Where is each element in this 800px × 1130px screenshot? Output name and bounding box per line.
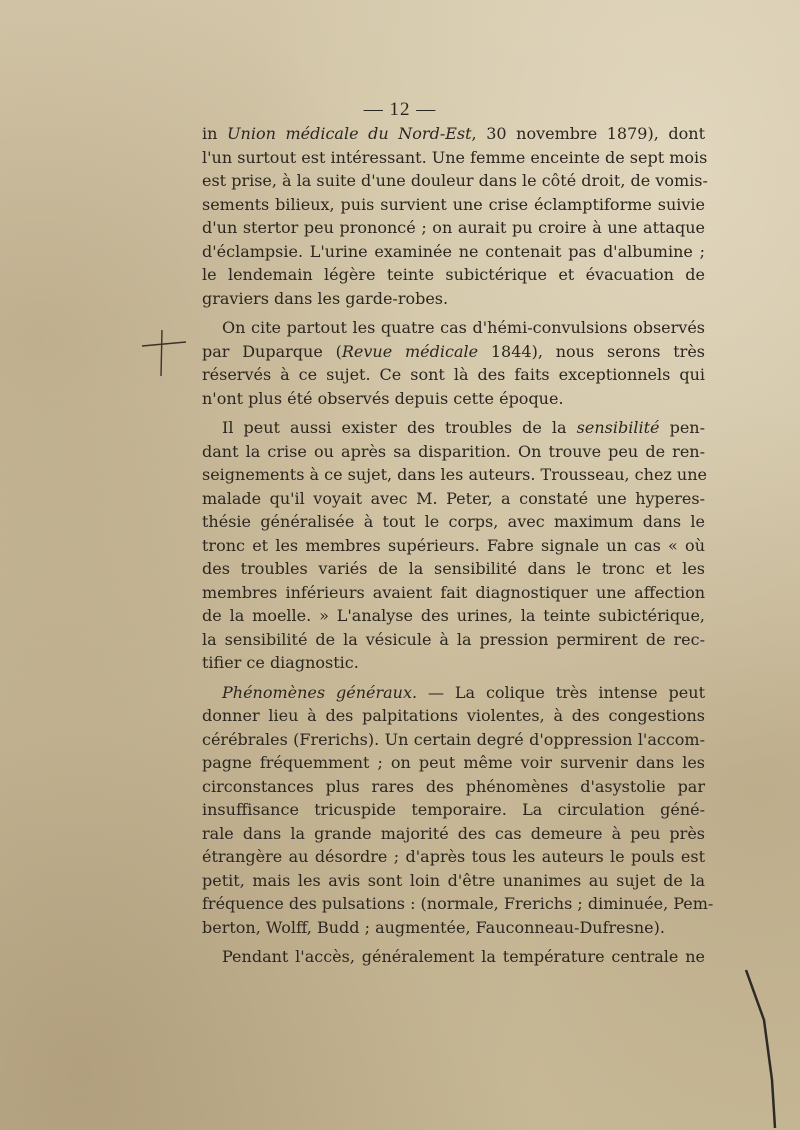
text-segment: l'un surtout est intéressant. Une femme enceinte de sept mois xyxy=(202,147,708,167)
page-edge-shadow xyxy=(742,960,782,1130)
text-segment: On cite partout les quatre cas d'hémi-convulsions observés xyxy=(222,318,705,337)
text-segment: insuffisance tricuspide temporaire. La circulation géné- xyxy=(202,800,705,819)
text-segment: par Duparque ( xyxy=(202,341,342,361)
text-line xyxy=(202,489,705,513)
text-line xyxy=(202,683,705,707)
text-segment: pagne fréquemment ; on peut même voir survenir dans les xyxy=(202,753,705,772)
text-segment: des troubles variés de la sensibilité dans le tronc et les xyxy=(202,559,705,578)
text-line xyxy=(202,265,705,289)
text-line xyxy=(202,583,705,607)
text-segment: thésie généralisée à tout le corps, avec maximum dans le xyxy=(202,512,705,531)
text-segment: berton, Wolff, Budd ; augmentée, Fauconneau-Dufresne). xyxy=(202,917,665,937)
text-line xyxy=(202,389,705,413)
text-segment: tifier ce diagnostic. xyxy=(202,653,359,672)
text-line xyxy=(202,512,705,536)
text-line xyxy=(202,147,708,172)
text-segment: Il peut aussi exister des troubles de la xyxy=(222,418,577,437)
text-segment: de la moelle. » L'analyse des urines, la teinte subictérique, xyxy=(202,606,705,625)
text-line xyxy=(202,753,705,777)
text-segment: 1844), nous serons très xyxy=(478,341,706,361)
text-line xyxy=(202,418,705,442)
text-segment: circonstances plus rares des phénomènes d'asystolie par xyxy=(202,776,705,796)
text-segment: Pendant l'accès, généralement la température centrale ne xyxy=(222,947,705,966)
text-line xyxy=(202,365,705,389)
text-segment: dant la crise ou après sa disparition. On trouve peu de ren- xyxy=(202,441,705,461)
italic-text: sensibilité xyxy=(576,418,660,437)
text-segment: malade qu'il voyait avec M. Peter, a constaté une hyperes- xyxy=(202,488,705,508)
text-line xyxy=(202,824,705,848)
text-line xyxy=(202,342,705,366)
text-line xyxy=(202,777,705,801)
text-line xyxy=(202,871,705,895)
text-segment: seignements à ce sujet, dans les auteurs. Trousseau, chez une xyxy=(202,465,708,484)
text-line xyxy=(202,730,705,754)
text-segment: rale dans la grande majorité des cas demeure à peu près xyxy=(202,823,705,843)
text-line xyxy=(202,847,705,871)
text-segment: . — La colique très intense peut xyxy=(412,682,705,702)
text-segment: est prise, à la suite d'une douleur dans le côté droit, de vomis- xyxy=(202,171,708,190)
body-text xyxy=(202,124,714,971)
text-line xyxy=(202,894,714,918)
italic-text: Revue médicale xyxy=(341,341,479,361)
text-segment: la sensibilité de la vésicule à la pression permirent de rec- xyxy=(202,629,705,649)
text-line xyxy=(202,465,708,489)
text-segment: pen- xyxy=(659,418,705,437)
text-segment: d'un stertor peu prononcé ; on aurait pu croire à une attaque xyxy=(202,218,705,237)
text-line xyxy=(202,947,705,971)
text-line xyxy=(202,289,705,313)
text-line xyxy=(202,318,705,342)
text-line xyxy=(202,559,705,583)
text-line xyxy=(202,918,705,942)
margin-annotation-mark xyxy=(138,328,188,378)
text-line xyxy=(202,706,705,730)
text-line xyxy=(202,800,705,824)
text-segment: membres inférieurs avaient fait diagnostiquer une affection xyxy=(202,582,705,602)
text-segment: fréquence des pulsations : (normale, Frerichs ; diminuée, Pem- xyxy=(202,894,714,913)
text-segment: le lendemain légère teinte subictérique et évacuation de xyxy=(202,265,705,284)
text-line xyxy=(202,171,708,195)
italic-text: Phénomènes généraux xyxy=(222,682,412,702)
text-segment: étrangère au désordre ; d'après tous les auteurs le pouls est xyxy=(202,847,705,866)
text-line xyxy=(202,536,705,560)
text-segment: graviers dans les garde-robes. xyxy=(202,288,449,308)
text-segment: , 30 novembre 1879), dont xyxy=(471,124,706,143)
text-line xyxy=(202,124,705,148)
text-segment: n'ont plus été observés depuis cette époque. xyxy=(202,388,564,408)
text-line xyxy=(202,218,705,242)
text-segment: petit, mais les avis sont loin d'être unanimes au sujet de la xyxy=(202,870,705,890)
text-line xyxy=(202,606,705,630)
text-line xyxy=(202,242,705,266)
text-segment: d'éclampsie. L'urine examinée ne contenait pas d'albumine ; xyxy=(202,241,705,261)
text-segment: sements bilieux, puis survient une crise éclamptiforme suivie xyxy=(202,194,705,214)
page-number: — 12 — xyxy=(363,99,437,120)
italic-text: Union médicale du Nord-Est xyxy=(227,124,472,143)
text-line xyxy=(202,653,705,677)
text-line xyxy=(202,195,705,219)
text-segment: donner lieu à des palpitations violentes, à des congestions xyxy=(202,706,705,725)
text-segment: in xyxy=(202,124,228,143)
text-segment: tronc et les membres supérieurs. Fabre signale un cas « où xyxy=(202,535,705,555)
text-segment: cérébrales (Frerichs). Un certain degré d'oppression l'accom- xyxy=(202,729,705,749)
text-line xyxy=(202,442,705,466)
text-line xyxy=(202,630,705,654)
text-segment: réservés à ce sujet. Ce sont là des faits exceptionnels qui xyxy=(202,365,705,384)
